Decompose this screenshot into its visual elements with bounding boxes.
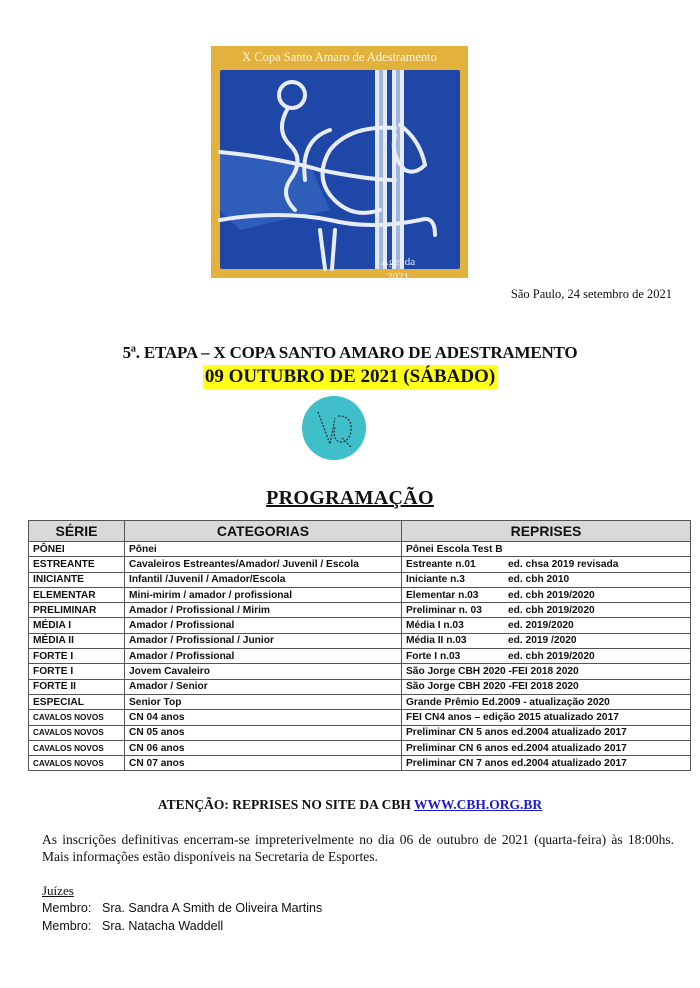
cell-serie: MÉDIA I [29, 618, 125, 633]
reprise-name: Elementar n.03 [406, 589, 479, 601]
cell-categorias: Amador / Senior [125, 679, 402, 694]
table-row [29, 572, 691, 587]
attention-text: ATENÇÃO: REPRISES NO SITE DA CBH [157, 797, 414, 812]
logo-title: X Copa Santo Amaro de Adestramento [242, 50, 437, 64]
cell-serie: ELEMENTAR [29, 587, 125, 602]
cell-serie: INICIANTE [29, 572, 125, 587]
cell-categorias: Pônei [125, 542, 402, 557]
reprise-name: Média II n.03 [406, 635, 467, 647]
reprise-name: Grande Prêmio Ed.2009 - atualização 2020 [406, 696, 610, 708]
logo-artwork [220, 70, 460, 283]
judge-label: Membro: [42, 901, 92, 915]
cell-serie: CAVALOS NOVOS [29, 756, 125, 771]
cell-reprises [402, 542, 691, 557]
header-serie: SÉRIE [29, 521, 125, 542]
table-row [29, 694, 691, 709]
reprise-edition: ed. cbh 2019/2020 [508, 604, 595, 616]
event-title: 5ª. ETAPA – X COPA SANTO AMARO DE ADESTRAMENTO [122, 343, 578, 362]
table-row [29, 618, 691, 633]
reprise-edition: ed. 2019/2020 [508, 620, 574, 632]
cell-categorias: Jovem Cavaleiro [125, 664, 402, 679]
document-date: São Paulo, 24 setembro de 2021 [510, 287, 672, 301]
reprise-edition: ed. cbh 2019/2020 [508, 589, 595, 601]
cell-reprises [402, 603, 691, 618]
reprise-name: Preliminar CN 6 anos ed.2004 atualizado 2017 [406, 742, 627, 754]
cell-categorias: Amador / Profissional [125, 649, 402, 664]
reprise-name: Pônei Escola Test B [406, 543, 503, 555]
reprise-name: Preliminar n. 03 [406, 604, 482, 616]
table-row [29, 587, 691, 602]
cell-serie: CAVALOS NOVOS [29, 725, 125, 740]
table-header-row [29, 521, 691, 542]
cell-serie: MÉDIA II [29, 633, 125, 648]
dressage-horse-rider-icon [220, 70, 460, 269]
logo-agenda-label: Agenda [380, 256, 416, 268]
cell-serie: FORTE II [29, 679, 125, 694]
cell-serie: ESPECIAL [29, 694, 125, 709]
reprise-name: Forte I n.03 [406, 650, 461, 662]
cell-reprises [402, 557, 691, 572]
cell-categorias: Senior Top [125, 694, 402, 709]
cell-categorias: CN 07 anos [125, 756, 402, 771]
cell-reprises [402, 649, 691, 664]
reprise-edition: ed. cbh 2010 [508, 574, 570, 586]
cell-reprises [402, 572, 691, 587]
cell-reprises [402, 694, 691, 709]
cell-reprises [402, 587, 691, 602]
cell-reprises [402, 679, 691, 694]
logo-agenda-year: 2021 [387, 271, 409, 283]
vq-monogram-icon [302, 396, 366, 460]
cbh-website-link[interactable]: WWW.CBH.ORG.BR [413, 797, 543, 812]
cell-reprises [402, 618, 691, 633]
cell-serie: FORTE I [29, 664, 125, 679]
reprise-name: São Jorge CBH 2020 -FEI 2018 2020 [406, 681, 579, 693]
reprise-edition: ed. chsa 2019 revisada [508, 558, 619, 570]
event-logo [211, 46, 468, 283]
sponsor-logo [302, 396, 366, 460]
cell-categorias: Amador / Profissional / Mirim [125, 603, 402, 618]
reprise-name: Preliminar CN 5 anos ed.2004 atualizado 2017 [406, 727, 627, 739]
cell-serie: PRELIMINAR [29, 603, 125, 618]
cell-categorias: CN 04 anos [125, 710, 402, 725]
cell-categorias: Amador / Profissional / Junior [125, 633, 402, 648]
table-row [29, 557, 691, 572]
logo-agenda [368, 255, 428, 285]
judges-title: Juízes [42, 883, 74, 898]
header-reprises: REPRISES [402, 521, 691, 542]
table-row [29, 633, 691, 648]
reprise-edition: ed. 2019 /2020 [508, 635, 577, 647]
cell-reprises [402, 633, 691, 648]
table-row [29, 679, 691, 694]
reprise-name: Preliminar CN 7 anos ed.2004 atualizado 2017 [406, 757, 627, 769]
cell-reprises [402, 664, 691, 679]
cell-categorias: Mini-mirim / amador / profissional [125, 587, 402, 602]
table-row [29, 756, 691, 771]
cell-serie: CAVALOS NOVOS [29, 740, 125, 755]
reprise-name: São Jorge CBH 2020 -FEI 2018 2020 [406, 666, 579, 678]
table-row [29, 740, 691, 755]
table-row [29, 710, 691, 725]
cell-reprises [402, 740, 691, 755]
cell-categorias: Infantil /Juvenil / Amador/Escola [125, 572, 402, 587]
cell-categorias: CN 05 anos [125, 725, 402, 740]
cell-serie: ESTREANTE [29, 557, 125, 572]
cell-categorias: Amador / Profissional [125, 618, 402, 633]
table-row [29, 542, 691, 557]
reprise-edition: ed. cbh 2019/2020 [508, 650, 595, 662]
judge-name: Sra. Natacha Waddell [102, 919, 224, 933]
cell-reprises [402, 756, 691, 771]
section-title: PROGRAMAÇÃO [266, 487, 434, 509]
cell-serie: FORTE I [29, 649, 125, 664]
judge-name: Sra. Sandra A Smith de Oliveira Martins [102, 901, 323, 915]
cell-reprises [402, 725, 691, 740]
judge-item [42, 919, 223, 933]
cell-serie: PÔNEI [29, 542, 125, 557]
table-row [29, 725, 691, 740]
event-date: 09 OUTUBRO DE 2021 (SÁBADO) [204, 366, 496, 387]
reprise-name: Iniciante n.3 [406, 574, 465, 586]
reprise-name: FEI CN4 anos – edição 2015 atualizado 2017 [406, 711, 619, 723]
cell-serie: CAVALOS NOVOS [29, 710, 125, 725]
reprise-name: Estreante n.01 [406, 558, 476, 570]
event-date-wrap [0, 365, 700, 389]
table-row [29, 603, 691, 618]
cell-categorias: CN 06 anos [125, 740, 402, 755]
judge-label: Membro: [42, 919, 92, 933]
registration-info: As inscrições definitivas encerram-se impreterivelmente no dia 06 de outubro de 2021 (quarta-feira) às 18:00hs. Mais informações estão disponíveis na Secretaria de Esportes. [42, 832, 674, 864]
judge-item [42, 901, 322, 915]
reprise-name: Média I n.03 [406, 620, 464, 632]
header-categorias: CATEGORIAS [125, 521, 402, 542]
cell-categorias: Cavaleiros Estreantes/Amador/ Juvenil / Escola [125, 557, 402, 572]
table-row [29, 649, 691, 664]
attention-notice [0, 797, 700, 813]
cell-reprises [402, 710, 691, 725]
table-row [29, 664, 691, 679]
program-table [28, 520, 691, 771]
